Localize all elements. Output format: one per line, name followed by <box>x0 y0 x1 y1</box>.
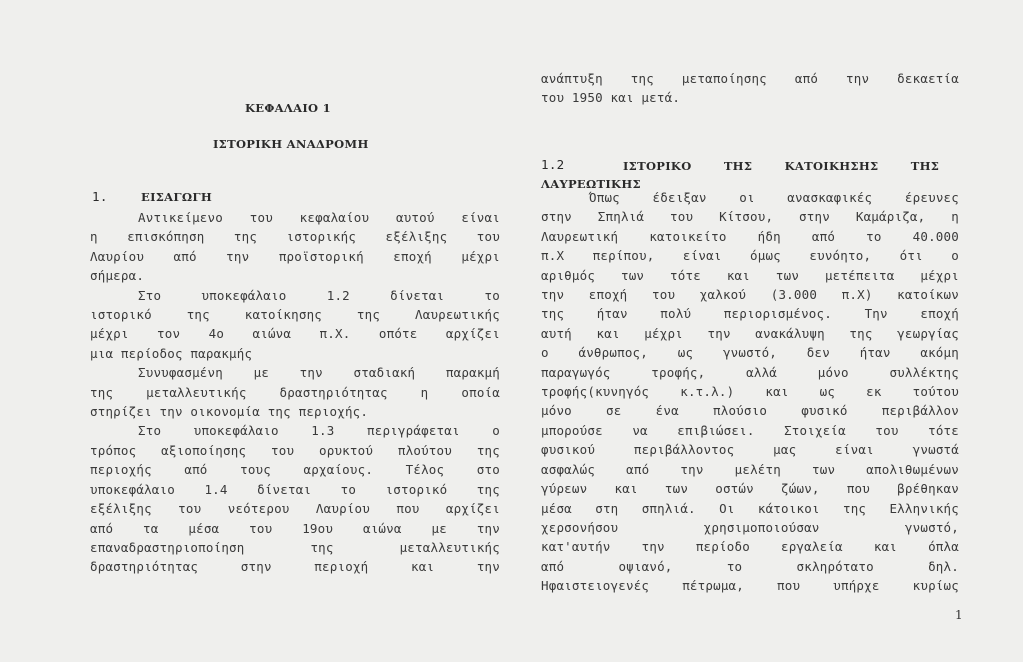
text-line: γύρεων και των οστών ζώων, που βρέθηκαν <box>541 481 959 497</box>
text-line: από οψιανό, το σκληρότατο δηλ. <box>541 558 959 574</box>
page-number: 1 <box>955 608 963 622</box>
text-line: μια περίοδος παρακμής <box>90 345 253 361</box>
section-title-right: ΙΣΤΟΡΙΚΟ ΤΗΣ ΚΑΤΟΙΚΗΣΗΣ ΤΗΣ <box>623 159 940 173</box>
text-line: Λαυρεωτική κατοικείτο ήδη από το 40.000 <box>541 228 959 244</box>
chapter-subtitle: ΙΣΤΟΡΙΚΗ ΑΝΑΔΡΟΜΗ <box>213 137 369 151</box>
text-line: εξέλιξης του νεότερου Λαυρίου που αρχίζει <box>90 501 500 517</box>
text-line: μπορούσε να επιβιώσει. Στοιχεία του τότε <box>541 422 959 438</box>
text-line: ιστορικό της κατοίκησης της Λαυρεωτικής <box>90 307 500 323</box>
text-line: του 1950 και μετά. <box>541 90 681 106</box>
text-line: χερσονήσου χρησιμοποιούσαν γνωστό, <box>541 519 959 535</box>
text-line: της ήταν πολύ περιορισμένος. Την εποχή <box>541 306 959 322</box>
text-line: π.Χ περίπου, είναι όμως ευνόητο, ότι ο <box>541 248 959 264</box>
section-number-left: 1. <box>92 189 108 204</box>
text-line: τρόπος αξιοποίησης του ορυκτού πλούτου της <box>90 442 500 458</box>
text-line: τροφής(κυνηγός κ.τ.λ.) και ως εκ τούτου <box>541 384 959 400</box>
text-line: ασφαλώς από την μελέτη των απολιθωμένων <box>541 461 959 477</box>
text-line: Στο υποκεφάλαιο 1.3 περιγράφεται ο <box>138 423 500 439</box>
section-title-left: ΕΙΣΑΓΩΓΗ <box>141 190 213 204</box>
text-line: την εποχή του χαλκού (3.000 π.Χ) κατοίκων <box>541 287 959 303</box>
right-column-top-text <box>541 69 959 108</box>
text-line: μέχρι τον 4ο αιώνα π.Χ. οπότε αρχίζει <box>90 326 500 342</box>
chapter-title: ΚΕΦΑΛΑΙΟ 1 <box>245 101 331 115</box>
section-title-right-continued: ΛΑΥΡΕΩΤΙΚΗΣ <box>541 177 641 191</box>
text-line: μόνο σε ένα πλούσιο φυσικό περιβάλλον <box>541 403 959 419</box>
right-column-text <box>541 188 959 596</box>
left-column-text <box>90 208 500 577</box>
text-line: Όπως έδειξαν οι ανασκαφικές έρευνες <box>589 190 959 205</box>
text-line: της μεταλλευτικής δραστηριότητας η οποία <box>90 384 500 400</box>
text-line: φυσικού περιβάλλοντος μας είναι γνωστά <box>541 442 959 458</box>
text-line: Λαυρίου από την προϊστορική εποχή μέχρι <box>90 248 500 264</box>
text-line: παραγωγός τροφής, αλλά μόνο συλλέκτης <box>541 364 959 380</box>
text-line: ο άνθρωπος, ως γνωστό, δεν ήταν ακόμη <box>541 345 959 361</box>
text-line: δραστηριότητας στην περιοχή και την <box>90 559 500 575</box>
text-line: αριθμός των τότε και των μετέπειτα μέχρι <box>541 267 959 283</box>
text-line: από τα μέσα του 19ου αιώνα με την <box>90 520 500 536</box>
text-line: Στο υποκεφάλαιο 1.2 δίνεται το <box>138 287 500 303</box>
text-line: περιοχής από τους αρχαίους. Τέλος στο <box>90 462 500 478</box>
text-line: σήμερα. <box>90 268 145 284</box>
text-line: κατ'αυτήν την περίοδο εργαλεία και όπλα <box>541 539 959 555</box>
text-line: στην Σπηλιά του Κίτσου, στην Καμάριζα, η <box>541 209 959 225</box>
text-line: υποκεφάλαιο 1.4 δίνεται το ιστορικό της <box>90 481 500 497</box>
text-line: Ηφαιστειογενές πέτρωμα, που υπήρχε κυρίως <box>541 578 959 594</box>
text-line: Συνυφασμένη με την σταδιακή παρακμή <box>138 365 500 381</box>
text-line: η επισκόπηση της ιστορικής εξέλιξης του <box>90 229 500 245</box>
text-line: ανάπτυξη της μεταποίησης από την δεκαετία <box>541 71 959 86</box>
text-line: Αντικείμενο του κεφαλαίου αυτού είναι <box>138 210 500 225</box>
text-line: μέσα στη σπηλιά. Οι κάτοικοι της Ελληνικής <box>541 500 959 516</box>
section-number-right: 1.2 <box>541 157 565 172</box>
text-line: αυτή και μέχρι την ανακάλυψη της γεωργίας <box>541 325 959 341</box>
text-line: στηρίζει την οικονομία της περιοχής. <box>90 404 369 420</box>
text-line: επαναδραστηριοποίηση της μεταλλευτικής <box>90 539 500 555</box>
